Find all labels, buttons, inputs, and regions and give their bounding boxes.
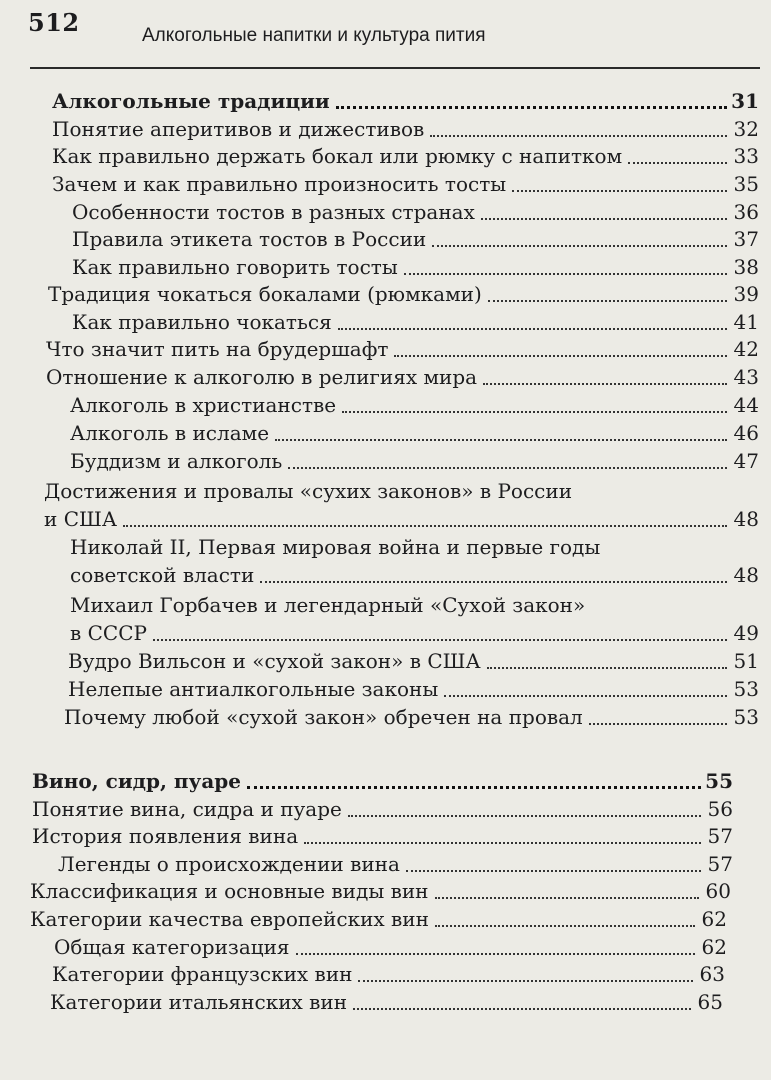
section-title: Алкогольные традиции xyxy=(52,89,330,113)
section-page: 31 xyxy=(731,89,759,113)
header-rule xyxy=(30,67,760,69)
section-title: Вино, сидр, пуаре xyxy=(32,769,242,793)
running-header xyxy=(0,0,760,50)
page-number: 512 xyxy=(28,8,80,37)
section-page: 55 xyxy=(705,769,733,793)
book-title: Алкогольные напитки и культура пития xyxy=(142,25,486,46)
book-page: 512 Алкогольные напитки и культура пития Алкогольные традиции 31 Понятие аперитивов и дижестивов 32 Как правильно держать бокал или рюмку с напитком 33 Зачем и как правильно произносить тосты 35 Особенности тостов в разных странах 36 Правила этикета тостов в России 37 Как правильно говорить тосты 38 Традиция чокаться бокалами (рюмками) 39 Как правильно чокаться 41 Что значит пить на брудершафт 42 Отношение к алкоголю в религиях мира 43 Алкоголь в христианстве 44 Алкоголь в исламе 46 Буддизм и алкоголь 47 Достижения и провалы «сухих законов» в России и США 48 Николай II, Первая мировая война и первые годы советской власти 48 Михаил Горбачев и легендарный «Сухой закон» в СССР 49 Вудро Вильсон и «сухой закон» в США 51 Нелепые антиалкогольные законы 53 Почему любой «сухой закон» обречен на провал 53 Вино, сидр, пуаре 55 Понятие вина, сидра и пуаре 56 История появления вина 57 Легенды о происхождении вина 57 Классификация и основные виды вин 60 Категории качества европейских вин 62 Общая категоризация 62 Категории французских вин 63 Категории итальянских вин 65 xyxy=(0,0,771,1080)
